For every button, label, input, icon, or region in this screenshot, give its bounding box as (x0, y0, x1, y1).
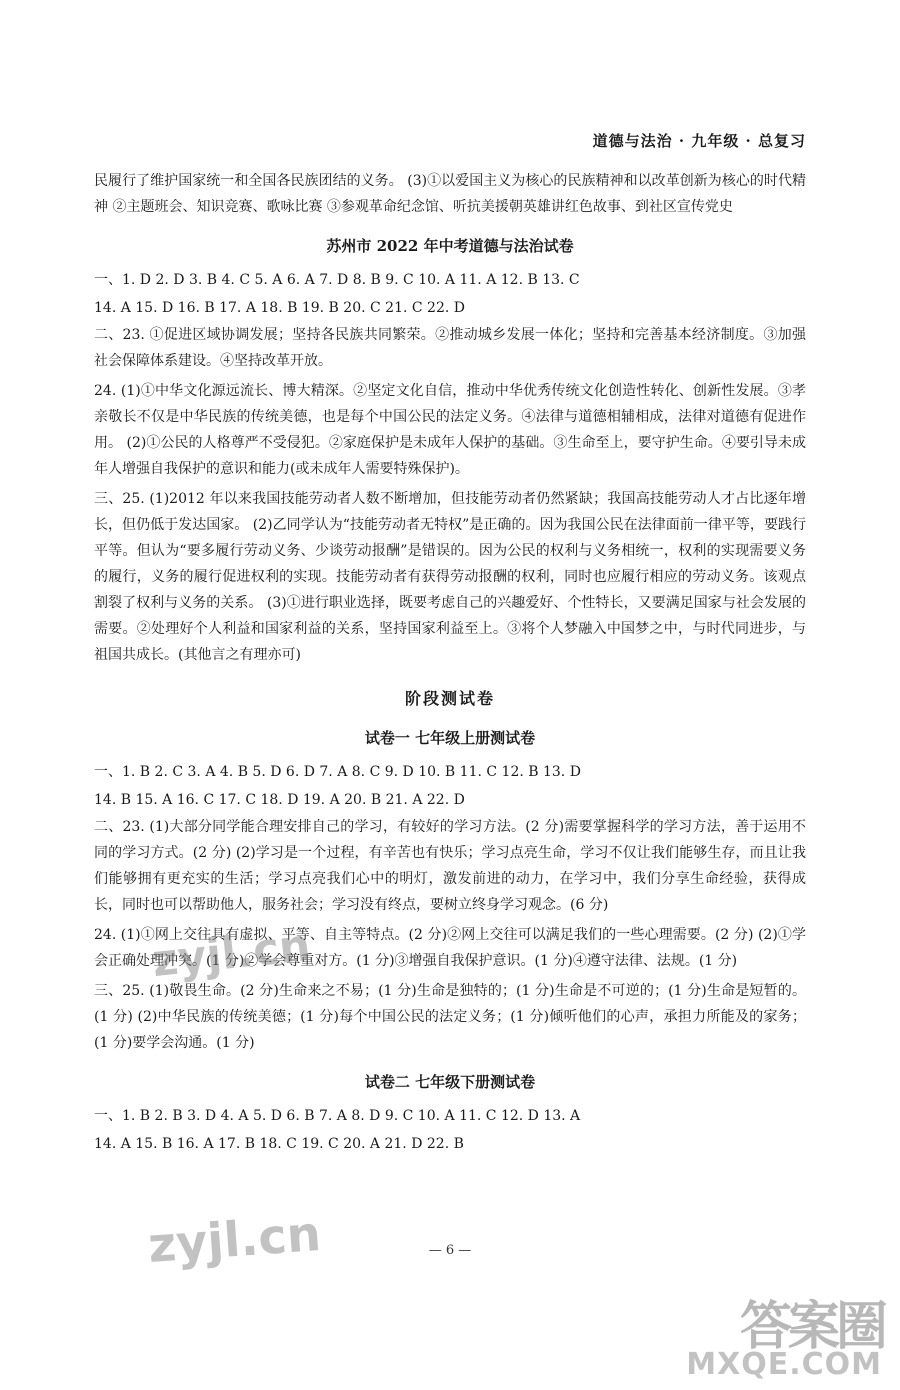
suzhou-q24: 24. (1)①中华文化源远流长、博大精深。②坚定文化自信，推动中华优秀传统文化创造性转化、创新性发展。③孝亲敬长不仅是中华民族的传统美德，也是每个中国公民的法定义务。④法律与道德相辅相成，法律对道德有促进作用。 (2)①公民的人格尊严不受侵犯。②家庭保护是未成年人保护的基础。③生命至上，要守护生命。④要引导未成年人增强自我保护的意识和能力(或未成年人需要特殊保护)。 (94, 383, 806, 477)
paper1-choice-row-2: 14. B 15. A 16. C 17. C 18. D 19. A 20. B 21. A 22. D (94, 792, 465, 808)
logo-chars: 答案圈 (739, 1297, 884, 1357)
watermark-top: zyjl.cn (149, 919, 313, 988)
answer-content (94, 168, 806, 1158)
suzhou-q23: 二、23. ①促进区域协调发展；坚持各民族共同繁荣。②推动城乡发展一体化；坚持和完善基本经济制度。③加强社会保障体系建设。④坚持改革开放。 (94, 327, 806, 369)
site-logo (678, 1284, 888, 1382)
paper1-q25: 三、25. (1)敬畏生命。(2 分)生命来之不易；(1 分)生命是独特的；(1 分)生命是不可逆的；(1 分)生命是短暂的。(1 分) (2)中华民族的传统美德；(1 分)每个中国公民的法定义务；(1 分)倾听他们的心声，承担力所能及的家务；(1 分)要学会沟通。(1 分) (94, 983, 806, 1051)
suzhou-choice-row-2: 14. A 15. D 16. B 17. A 18. B 19. B 20. C 21. C 22. D (94, 300, 465, 316)
paper2-title: 试卷二 七年级下册测试卷 (364, 1073, 536, 1091)
paper1-title: 试卷一 七年级上册测试卷 (364, 729, 536, 747)
paper2-choice-row-2: 14. A 15. B 16. A 17. B 18. C 19. C 20. A 21. D 22. B (94, 1136, 464, 1152)
paper1-q23: 二、23. (1)大部分同学能合理安排自己的学习，有较好的学习方法。(2 分)需要掌握科学的学习方法，善于运用不同的学习方式。(2 分) (2)学习是一个过程，有辛苦也有快乐；学习点亮生命，学习不仅让我们能够生存，而且让我们能够拥有更充实的生活；学习点亮我们心中的明灯，激发前进的动力，在学习中，我们分享生命经验，获得成长，同时也可以帮助他人，服务社会；学习没有终点，要树立终身学习观念。(6 分) (94, 819, 806, 913)
paper2-choice-row-1: 一、1. B 2. B 3. D 4. A 5. D 6. B 7. A 8. D 9. C 10. A 11. C 12. D 13. A (94, 1108, 581, 1124)
intro-paragraph: 民履行了维护国家统一和全国各民族团结的义务。 (3)①以爱国主义为核心的民族精神和以改革创新为核心的时代精神 ②主题班会、知识竞赛、歌咏比赛 ③参观革命纪念馆、听抗美援朝英雄讲红色故事、到社区宣传党史 (94, 173, 806, 215)
watermark-bottom: zyjl.cn (146, 1206, 323, 1274)
suzhou-q25: 三、25. (1)2012 年以来我国技能劳动者人数不断增加，但技能劳动者仍然紧缺；我国高技能劳动人才占比逐年增长，但仍低于发达国家。 (2)乙同学认为“技能劳动者无特权”是正确的。因为我国公民在法律面前一律平等，要践行平等。但认为“要多履行劳动义务、少谈劳动报酬”是错误的。因为公民的权利与义务相统一，权利的实现需要义务的履行，义务的履行促进权利的实现。技能劳动者有获得劳动报酬的权利，同时也应履行相应的劳动义务。该观点割裂了权利与义务的关系。 (3)①进行职业选择，既要考虑自己的兴趣爱好、个性特长，又要满足国家与社会发展的需要。②处理好个人利益和国家利益的关系，坚持国家利益至上。③将个人梦融入中国梦之中，与时代同进步，与祖国共成长。(其他言之有理亦可) (94, 491, 806, 663)
paper1-q24: 24. (1)①网上交往具有虚拟、平等、自主等特点。(2 分)②网上交往可以满足我们的一些心理需要。(2 分) (2)①学会正确处理冲突。(1 分)②学会尊重对方。(1 分)③增强自我保护意识。(1 分)④遵守法律、法规。(1 分) (94, 927, 806, 969)
logo-site-text: MXQE.COM (686, 1347, 882, 1382)
suzhou-choice-row-1: 一、1. D 2. D 3. B 4. C 5. A 6. A 7. D 8. B 9. C 10. A 11. A 12. B 13. C (94, 272, 580, 288)
suzhou-exam-title: 苏州市 2022 年中考道德与法治试卷 (326, 237, 574, 255)
page-number: — 6 — (428, 1243, 472, 1258)
stage-test-title: 阶段测试卷 (404, 689, 495, 708)
paper1-choice-row-1: 一、1. B 2. C 3. A 4. B 5. D 6. D 7. A 8. C 9. D 10. B 11. C 12. B 13. D (94, 764, 581, 780)
running-header: 道德与法治 · 九年级 · 总复习 (592, 132, 806, 150)
